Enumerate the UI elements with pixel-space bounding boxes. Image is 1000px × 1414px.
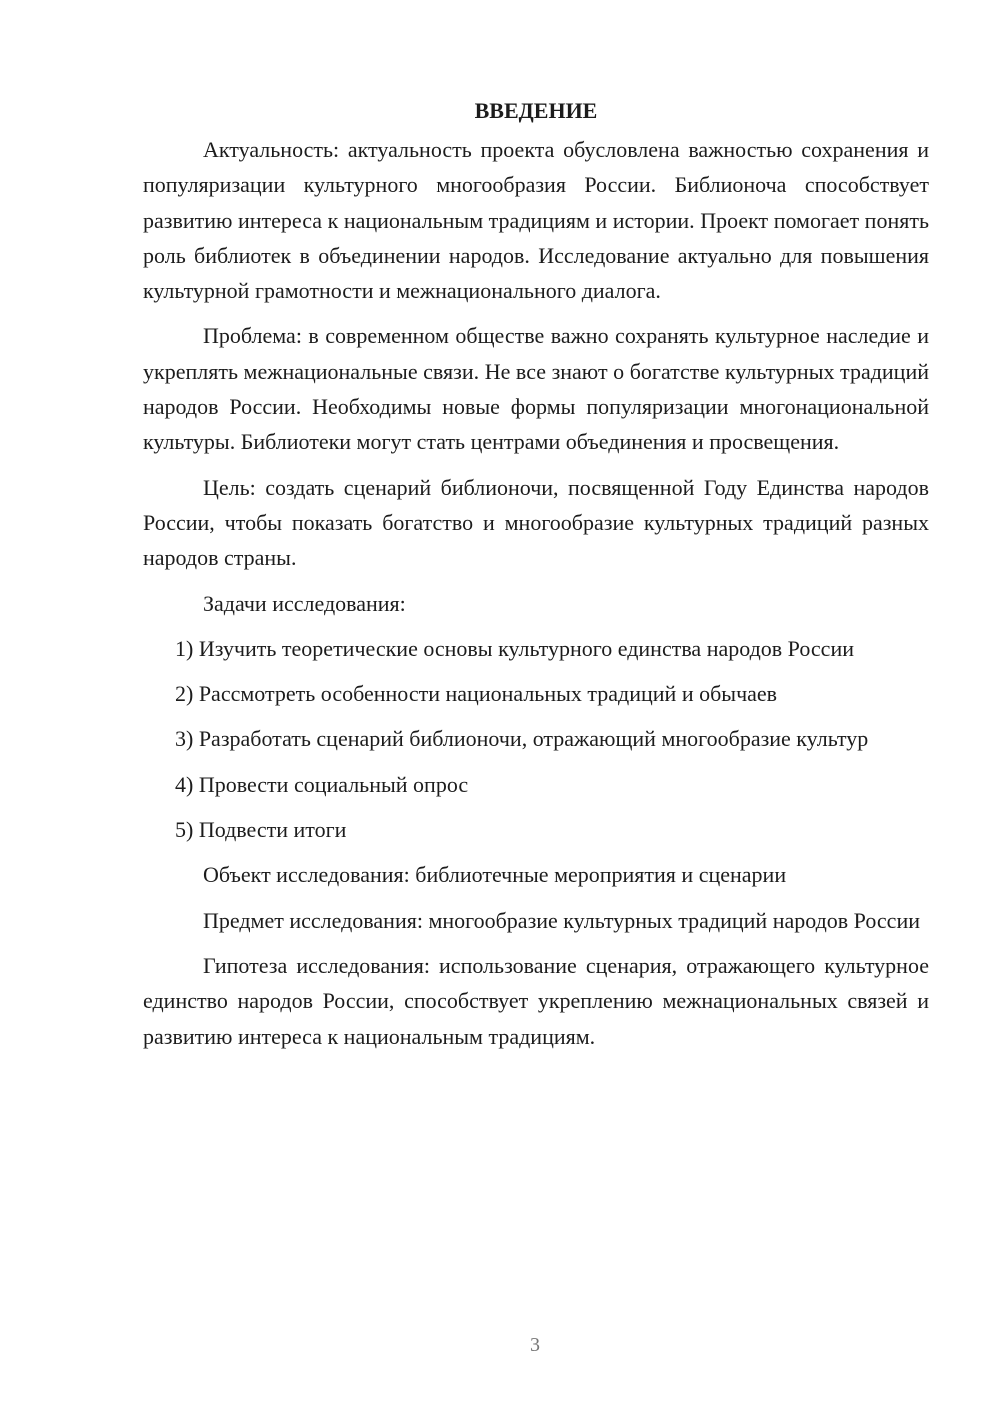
relevance-paragraph: Актуальность: актуальность проекта обусловлена важностью сохранения и популяризации культурного многообразия России. Библионоча способствует развитию интереса к национальным традициям и истории. Проект помогает понять роль библиотек в объединении народов. Исследование актуально для повышения культурной грамотности и межнационального диалога.	[143, 137, 929, 304]
task-item-2: 2) Рассмотреть особенности национальных традиций и обычаев	[175, 681, 778, 707]
problem-paragraph: Проблема: в современном обществе важно сохранять культурное наследие и укреплять межнациональные связи. Не все знают о богатстве культурных традиций народов России. Необходимы новые формы популяризации многонациональной культуры. Библиотеки могут стать центрами объединения и просвещения.	[143, 323, 929, 455]
task-item-1: 1) Изучить теоретические основы культурного единства народов России	[175, 635, 854, 661]
goal-paragraph: Цель: создать сценарий библионочи, посвященной Году Единства народов России, чтобы показать богатство и многообразие культурных традиций разных народов страны.	[143, 474, 929, 571]
page-number: 3	[530, 1334, 540, 1356]
object-paragraph: Объект исследования: библиотечные мероприятия и сценарии	[203, 862, 787, 888]
hypothesis-paragraph: Гипотеза исследования: использование сценария, отражающего культурное единство народов России, способствует укреплению межнациональных связей и развитию интереса к национальным традициям.	[143, 952, 929, 1049]
task-item-4: 4) Провести социальный опрос	[175, 771, 469, 797]
tasks-heading: Задачи исследования:	[203, 590, 406, 616]
document-page	[143, 96, 929, 1054]
task-item-5: 5) Подвести итоги	[175, 817, 347, 843]
task-item-3: 3) Разработать сценарий библионочи, отражающий многообразие культур	[175, 726, 869, 752]
subject-paragraph: Предмет исследования: многообразие культурных традиций народов России	[203, 907, 920, 933]
section-title: ВВЕДЕНИЕ	[474, 98, 598, 123]
